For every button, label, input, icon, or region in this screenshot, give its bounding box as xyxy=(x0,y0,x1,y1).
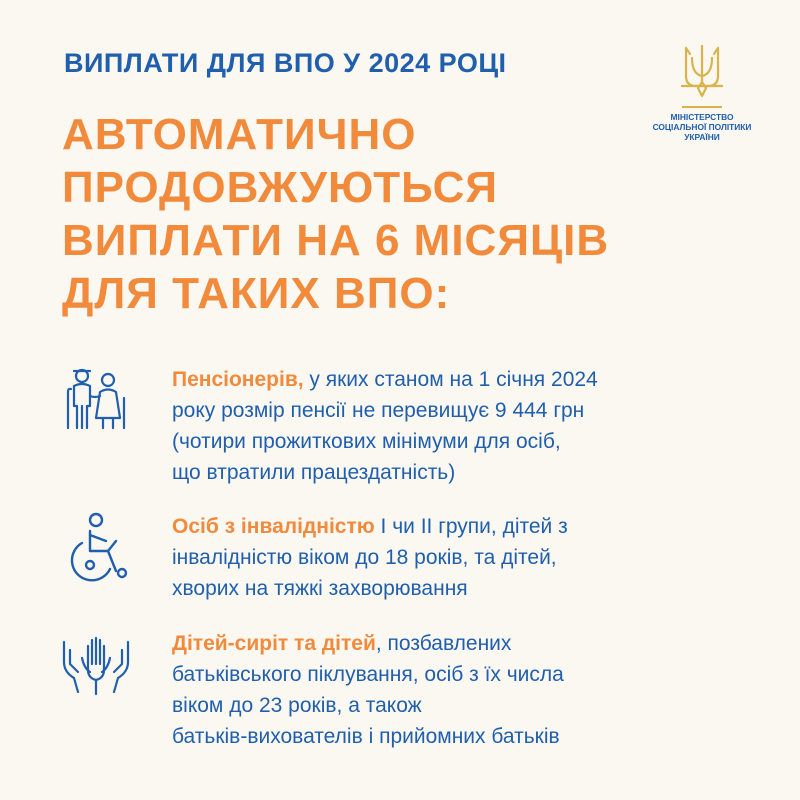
item-highlight: Дітей-сиріт та дітей xyxy=(172,632,376,655)
logo-text: МІНІСТЕРСТВО СОЦІАЛЬНОЇ ПОЛІТИКИ УКРАЇНИ xyxy=(652,112,752,142)
item-line: у яких станом на 1 січня 2024 xyxy=(303,368,598,391)
item-line: що втратили працездатність) xyxy=(172,461,456,484)
headline-line: ПРОДОВЖУЮТЬСЯ xyxy=(62,163,499,212)
item-text xyxy=(172,364,598,488)
kicker-title: ВИПЛАТИ ДЛЯ ВПО У 2024 РОЦІ xyxy=(64,48,507,78)
caring-hands-icon xyxy=(60,628,132,700)
headline xyxy=(62,108,609,320)
item-line: І чи ІІ групи, дітей з xyxy=(374,515,568,538)
item-highlight: Пенсіонерів, xyxy=(172,368,304,391)
item-line: віком до 23 років, а також xyxy=(172,694,422,717)
item-line: хворих на тяжкі захворювання xyxy=(172,577,468,600)
item-line: батьків-вихователів і прийомних батьків xyxy=(172,725,560,748)
item-line: (чотири прожиткових мінімуми для осіб, xyxy=(172,430,561,453)
item-highlight: Осіб з інвалідністю xyxy=(172,515,375,538)
item-line: батьківського піклування, осіб з їх числа xyxy=(172,663,564,686)
headline-line: ДЛЯ ТАКИХ ВПО: xyxy=(62,269,451,318)
wheelchair-user-icon xyxy=(60,511,132,587)
item-text xyxy=(172,511,568,604)
item-line: інвалідністю віком до 18 років, та дітей, xyxy=(172,546,557,569)
item-line: , позбавлених xyxy=(375,632,512,655)
logo-divider xyxy=(682,106,722,108)
trident-icon xyxy=(678,42,726,100)
item-text xyxy=(172,628,564,752)
headline-line: ВИПЛАТИ НА 6 МІСЯЦІВ xyxy=(62,216,610,265)
elderly-couple-icon xyxy=(60,362,132,434)
ministry-logo xyxy=(636,42,768,142)
item-line: року розмір пенсії не перевищує 9 444 грн xyxy=(172,399,585,422)
headline-line: АВТОМАТИЧНО xyxy=(62,110,417,159)
